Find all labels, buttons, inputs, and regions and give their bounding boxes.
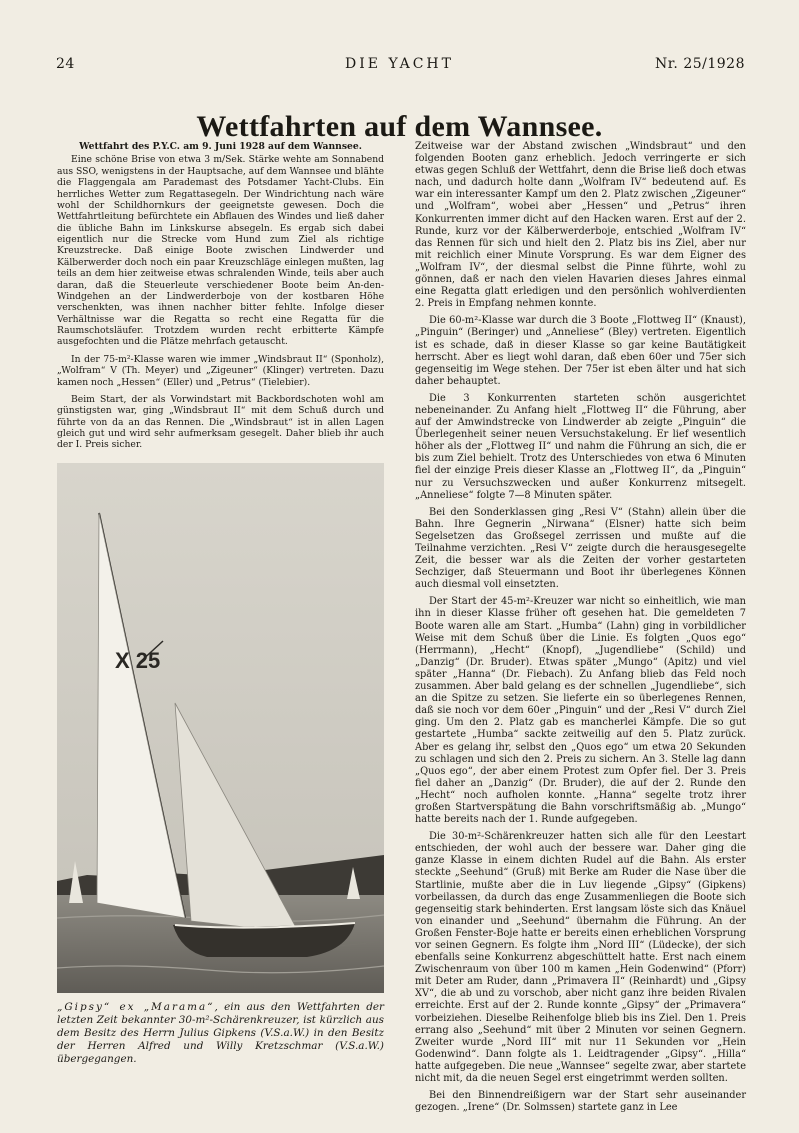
right-column <box>415 141 746 1119</box>
paragraph: Bei den Sonderklassen ging „Resi V“ (Stahn) allein über die Bahn. Ihre Gegnerin „Nirwana“ (Elsner) hatte sich beim Segelsetzen das Großsegel zerrissen und mußte auf die Teilnahme verzichten. „Resi V“ zeigte durch die herausgesegelte Zeit, die besser war als die Zeiten der vorher gestarteten Sechziger, daß Steuermann und Boot ihr überlegenes Können auch diesmal voll einsetzten. <box>415 506 746 591</box>
paragraph: Die 30-m²-Schärenkreuzer hatten sich alle für den Leestart entschieden, der wohl auch der bessere war. Daher ging die ganze Klasse in einem dichten Rudel auf die Bahn. Als erster steckte „Seehund“ (Gruß) mit Berke am Ruder die Nase über die Startlinie, mußte aber die in Luv liegende „Gipsy“ (Gipkens) vorbeilassen, da durch das enge Zusammenliegen die Boote sich gegenseitig stark behinderten. Erst langsam löste sich das Knäuel von einander und „Seehund“ übernahm die Führung. An der Großen Fenster-Boje hatte er bereits einen erheblichen Vorsprung vor seinen Gegnern. Es folgte ihm „Nord III“ (Lüdecke), der sich ebenfalls seine Konkurrenz abgeschüttelt hatte. Erst nach einem Zwischenraum von über 100 m kamen „Hein Godenwind“ (Pforr) mit Deter am Ruder, dann „Primavera II“ (Reinhardt) und „Gipsy XV“, die ab und zu vorschob, aber nicht ganz ihre beiden Rivalen erreichte. Erst auf der 2. Runde konnte „Gipsy“ der „Primavera“ vorbeiziehen. Dieselbe Reihenfolge blieb bis ins Ziel. Den 1. Preis errang also „Seehund“ mit über 2 Minuten vor seinen Gegnern. Zweiter wurde „Nord III“ mit nur 11 Sekunden vor „Hein Godenwind“. Dann folgte als 1. Leidtragender „Gipsy“. „Hilla“ hatte aufgegeben. Die neue „Wannsee“ segelte zwar, aber startete nicht mit, da die neuen Segel erst eingetrimmt werden sollten. <box>415 831 746 1085</box>
sail-number: X 25 <box>115 648 161 673</box>
caption-boat-name: „Gipsy“ ex „Marama“ <box>57 1001 215 1013</box>
caption-text: , ein aus den Wettfahrten der letzten Zeit bekannter 30-m²-Schärenkreuzer, ist kürzlich aus dem Besitz des Herrn Julius Gipkens (V.S.a.W.) in den Besitz der Herren Alfred und Willy Kretzschmar (V.S.a.W.) übergegangen. <box>57 1001 384 1065</box>
paragraph: Beim Start, der als Vorwindstart mit Backbordschoten wohl am günstigsten war, ging „Windsbraut II“ mit dem Schuß durch und führte von da an das Rennen. Die „Windsbraut“ ist in allen Lagen gleich gut und wird sehr aufmerksam gesegelt. Daher blieb ihr auch der I. Preis sicher. <box>57 393 384 451</box>
sailboat-illustration <box>57 463 384 993</box>
paragraph: Die 60-m²-Klasse war durch die 3 Boote „Flottweg II“ (Knaust), „Pinguin“ (Beringer) und „Anneliese“ (Bley) vertreten. Eigentlich ist es schade, daß in dieser Klasse so gar keine Bautätigkeit herrscht. Aber es liegt wohl daran, daß eben 60er und 75er sich gegenseitig im Wege stehen. Der 75er ist eben älter und hat sich daher behauptet. <box>415 315 746 387</box>
left-column <box>57 141 384 457</box>
photo-caption <box>57 1001 384 1066</box>
sailboat-photo <box>57 463 384 993</box>
paragraph: Eine schöne Brise von etwa 3 m/Sek. Stärke wehte am Sonnabend aus SSO, wenigstens in der Hauptsache, auf dem Wannsee und blähte die Flaggengala am Parademast des Potsdamer Yacht-Clubs. Ein herrliches Wetter zum Regattasegeln. Der Windrichtung nach wäre wohl der Schildhornkurs der geeignetste gewesen. Doch die Wettfahrtleitung befürchtete ein Abflauen des Windes und ließ daher die übliche Bahn im Linkskurse absegeln. Es ergab sich dabei eigentlich nur die Strecke vom Hund zum Ziel als richtige Kreuzstrecke. Daß einige Boote zwischen Lindwerder und Kälberwerder doch noch ein paar Kreuzschläge einlegen mußten, lag teils an dem hier zeitweise etwas schralenden Winde, teils aber auch daran, daß die Steuerleute verschiedener Boote beim An-den-Windgehen an der Lindwerderboje von der kostbaren Höhe verschenkten, was ihnen nachher bitter fehlte. Infolge dieser Verhältnisse war die Regatta so recht eine Regatta für die Raumschotsläufer. Trotzdem wurden recht erbitterte Kämpfe ausgefochten und die Plätze mehrfach getauscht. <box>57 154 384 348</box>
article-title: Wettfahrten auf dem Wannsee. <box>196 110 603 144</box>
paragraph: Bei den Binnendreißigern war der Start sehr auseinander gezogen. „Irene“ (Dr. Solmssen) startete ganz in Lee <box>415 1090 746 1114</box>
article-subheading: Wettfahrt des P.Y.C. am 9. Juni 1928 auf dem Wannsee. <box>79 141 362 152</box>
paragraph: Die 3 Konkurrenten starteten schön ausgerichtet nebeneinander. Zu Anfang hielt „Flottweg II“ die Führung, aber auf der Amwindstrecke von Lindwerder ab zeigte „Pinguin“ die Überlegenheit seiner neuen Versuchstakelung. Er lief wesentlich höher als der „Flottweg II“ und nahm die Führung an sich, die er bis zum Ziel behielt. Trotz des Unterschiedes von etwa 6 Minuten fiel der einzige Preis dieser Klasse an „Flottweg II“, da „Pinguin“ nur zu Versuchszwecken und außer Konkurrenz mitsegelt. „Anneliese“ folgte 7—8 Minuten später. <box>415 392 746 501</box>
paragraph: Der Start der 45-m²-Kreuzer war nicht so einheitlich, wie man ihn in dieser Klasse früher oft gesehen hat. Die gemeldeten 7 Boote waren alle am Start. „Humba“ (Lahn) ging in vorbildlicher Weise mit dem Schuß über die Linie. Es folgten „Quos ego“ (Herrmann), „Hecht“ (Knopf), „Jugendliebe“ (Schild) und „Danzig“ (Dr. Bruder). Etwas später „Mungo“ (Apitz) und viel später „Hanna“ (Dr. Fiebach). Zu Anfang blieb das Feld noch zusammen. Aber bald gelang es der schnellen „Jugendliebe“, sich an die Spitze zu setzen. Sie lieferte ein so überlegenes Rennen, daß sie noch vor dem 60er „Pinguin“ und der „Resi V“ durch Ziel ging. Um den 2. Platz gab es mancherlei Kämpfe. Die so gut gestartete „Humba“ sackte zeitweilig auf den 5. Platz zurück. Aber es gelang ihr, selbst den „Quos ego“ um etwa 20 Sekunden zu schlagen und sich den 2. Preis zu sichern. An 3. Stelle lag dann „Quos ego“, der aber einem Protest zum Opfer fiel. Der 3. Preis fiel daher an „Danzig“ (Dr. Bruder), die auf der 2. Runde den „Hecht“ noch aufholen konnte. „Hanna“ segelte trotz ihrer großen Startverspätung die Bahn vorschriftsmäßig ab. „Mungo“ hatte bereits nach der 1. Runde aufgegeben. <box>415 596 746 826</box>
issue-number: Nr. 25/1928 <box>655 56 745 72</box>
paragraph: In der 75-m²-Klasse waren wie immer „Windsbraut II“ (Sponholz), „Wolfram“ V (Th. Meyer) und „Zigeuner“ (Klinger) vertreten. Dazu kamen noch „Hessen“ (Eller) und „Petrus“ (Tielebier). <box>57 353 384 388</box>
paragraph: Zeitweise war der Abstand zwischen „Windsbraut“ und den folgenden Booten ganz erheblich. Jedoch verringerte er sich etwas gegen Schluß der Wettfahrt, denn die Brise ließ doch etwas nach, und dadurch holte dann „Wolfram IV“ bedeutend auf. Es war ein interessanter Kampf um den 2. Platz zwischen „Zigeuner“ und „Wolfram“, wobei aber „Hessen“ und „Petrus“ ihren Konkurrenten immer dicht auf den Hacken waren. Erst auf der 2. Runde, kurz vor der Kälberwerderboje, entschied „Wolfram IV“ das Rennen für sich und hielt den 2. Platz bis ins Ziel, aber nur mit reichlich einer Minute Vorsprung. Es war dem Eigner des „Wolfram IV“, der diesmal selbst die Pinne führte, wohl zu gönnen, daß er nach den vielen Havarien dieses Jahres einmal eine Regatta glatt erledigen und den persönlich wohlverdienten 2. Preis in Empfang nehmen konnte. <box>415 141 746 310</box>
journal-title: DIE YACHT <box>345 56 454 72</box>
page-number: 24 <box>56 56 75 72</box>
